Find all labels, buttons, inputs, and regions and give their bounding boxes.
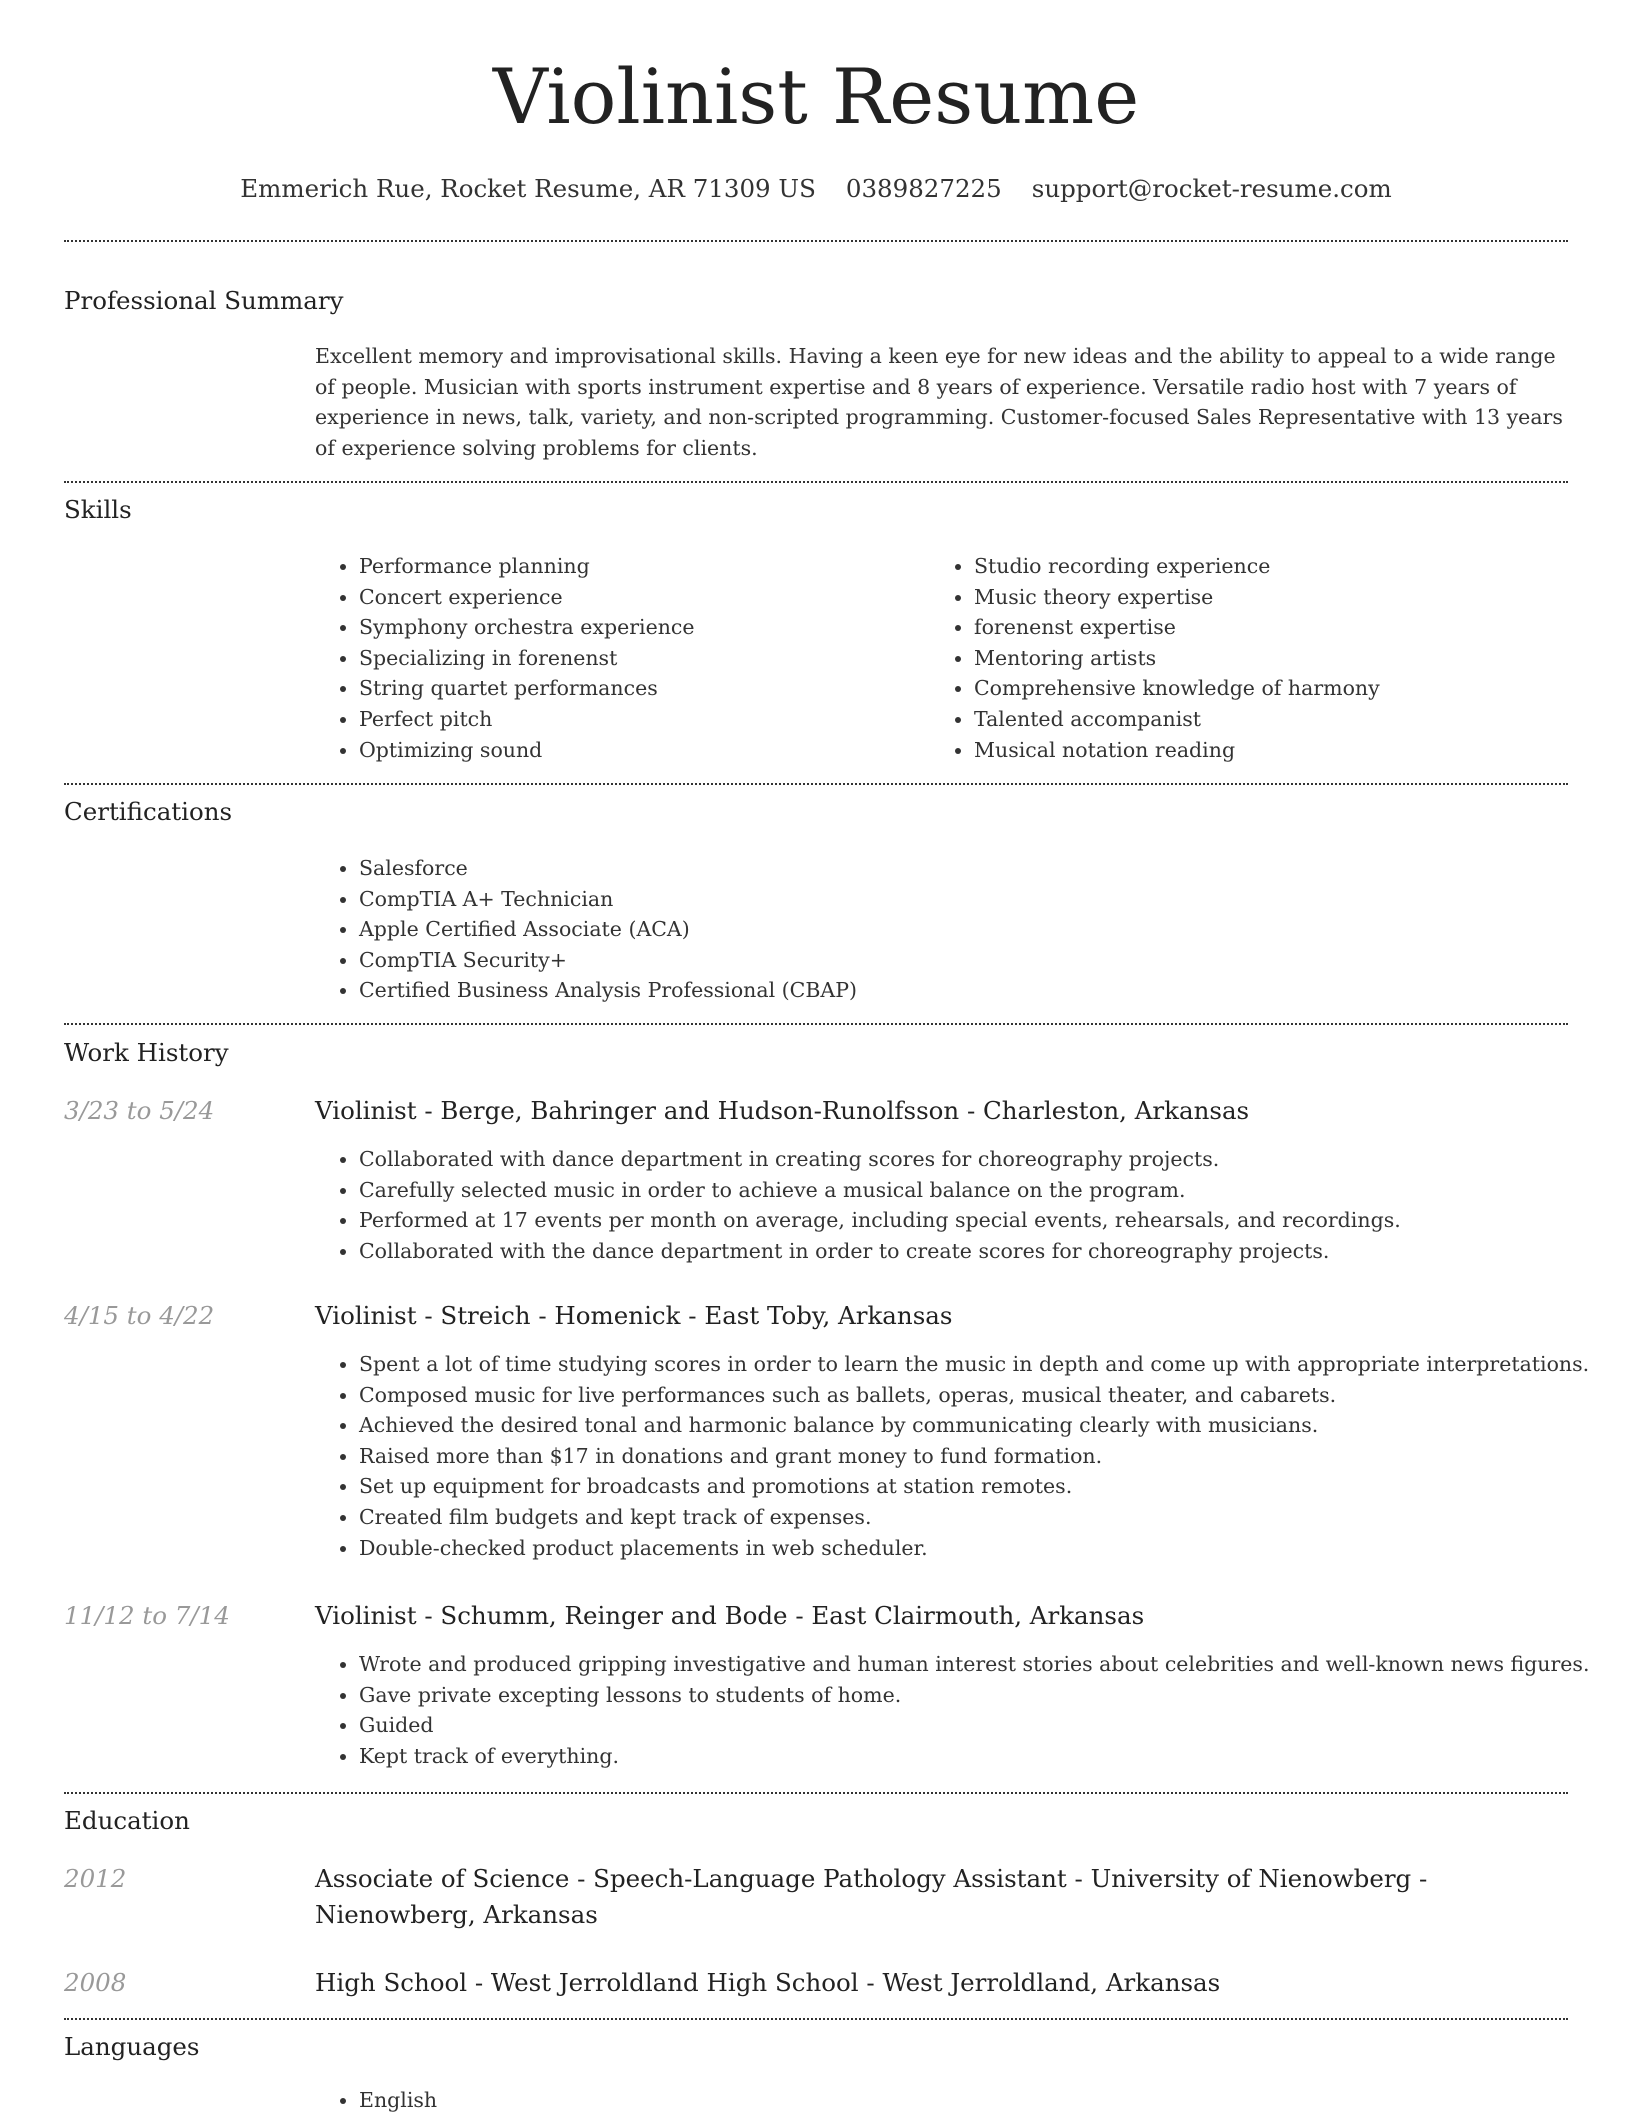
certifications-list	[315, 853, 1559, 1006]
skills-list-left	[315, 551, 919, 765]
list-item: • Set up equipment for broadcasts and promotions at station remotes.	[359, 1471, 1612, 1502]
resume-title: Violinist Resume	[492, 52, 1140, 141]
list-item: • Performance planning	[359, 551, 919, 582]
divider	[64, 1023, 1568, 1025]
list-item: • Concert experience	[359, 582, 919, 613]
divider	[64, 481, 1568, 483]
languages-list	[315, 2085, 959, 2116]
education-year: 2012	[64, 1864, 127, 1893]
list-item: • Performed at 17 events per month on average, including special events, rehearsals, and recordings.	[359, 1205, 1612, 1236]
divider	[64, 240, 1568, 242]
list-item: • Guided	[359, 1710, 1612, 1741]
list-item: • Specializing in forenenst	[359, 643, 919, 674]
list-item: • Spent a lot of time studying scores in order to learn the music in depth and come up with appropriate interpretations.	[359, 1349, 1612, 1380]
education-entry: High School - West Jerroldland High School - West Jerroldland, Arkansas	[315, 1968, 1221, 1997]
job-title: Violinist - Berge, Bahringer and Hudson-Runolfsson - Charleston, Arkansas	[315, 1096, 1250, 1125]
list-item: • Studio recording experience	[974, 551, 1594, 582]
contact-address: Emmerich Rue, Rocket Resume, AR 71309 US	[240, 174, 816, 203]
job-dates: 4/15 to 4/22	[64, 1301, 215, 1330]
job-dates: 3/23 to 5/24	[64, 1096, 215, 1125]
divider	[64, 2018, 1568, 2020]
education-entry: Associate of Science - Speech-Language Pathology Assistant - University of Nienowberg - Nienowberg, Arkansas	[315, 1864, 1428, 1929]
list-item: • Raised more than $17 in donations and grant money to fund formation.	[359, 1441, 1612, 1472]
list-item: • Collaborated with the dance department in order to create scores for choreography projects.	[359, 1236, 1612, 1267]
divider	[64, 783, 1568, 785]
list-item: • Perfect pitch	[359, 704, 919, 735]
contact-phone: 0389827225	[845, 174, 1002, 203]
certifications-heading: Certifications	[64, 797, 233, 826]
list-item: • Carefully selected music in order to achieve a musical balance on the program.	[359, 1175, 1612, 1206]
education-heading: Education	[64, 1806, 190, 1835]
list-item: • Comprehensive knowledge of harmony	[974, 673, 1594, 704]
list-item: • CompTIA A+ Technician	[359, 884, 1559, 915]
list-item: • String quartet performances	[359, 673, 919, 704]
languages-heading: Languages	[64, 2032, 200, 2061]
contact-email[interactable]: support@rocket-resume.com	[1031, 174, 1392, 203]
job-title: Violinist - Schumm, Reinger and Bode - East Clairmouth, Arkansas	[315, 1601, 1145, 1630]
list-item: • Apple Certified Associate (ACA)	[359, 914, 1559, 945]
list-item: • Certified Business Analysis Professional (CBAP)	[359, 975, 1559, 1006]
contact-line	[0, 172, 1632, 206]
list-item: • Wrote and produced gripping investigative and human interest stories about celebrities and well-known news figures.	[359, 1649, 1612, 1680]
list-item: • Musical notation reading	[974, 735, 1594, 766]
list-item: • Talented accompanist	[974, 704, 1594, 735]
list-item: • Kept track of everything.	[359, 1741, 1612, 1772]
job-bullets	[315, 1144, 1612, 1266]
list-item: • CompTIA Security+	[359, 945, 1559, 976]
list-item: • Mentoring artists	[974, 643, 1594, 674]
education-year: 2008	[64, 1968, 127, 1997]
list-item: • Composed music for live performances such as ballets, operas, musical theater, and cabarets.	[359, 1380, 1612, 1411]
summary-heading: Professional Summary	[64, 286, 344, 315]
job-dates: 11/12 to 7/14	[64, 1601, 230, 1630]
list-item: • Double-checked product placements in web scheduler.	[359, 1533, 1612, 1564]
list-item: • Music theory expertise	[974, 582, 1594, 613]
summary-text: Excellent memory and improvisational skills. Having a keen eye for new ideas and the ability to appeal to a wide range of people. Musician with sports instrument expertise and 8 years of experience. Versatile radio host with 7 years of experience in news, talk, variety, and non-scripted programming. Customer-focused Sales Representative with 13 years of experience solving problems for clients.	[315, 344, 1563, 460]
list-item: • forenenst expertise	[974, 612, 1594, 643]
list-item: • Optimizing sound	[359, 735, 919, 766]
skills-list-right	[930, 551, 1594, 765]
list-item: • Salesforce	[359, 853, 1559, 884]
list-item: • English	[359, 2085, 959, 2116]
skills-heading: Skills	[64, 495, 132, 524]
divider	[64, 1792, 1568, 1794]
list-item: • Gave private excepting lessons to students of home.	[359, 1680, 1612, 1711]
list-item: • Collaborated with dance department in creating scores for choreography projects.	[359, 1144, 1612, 1175]
list-item: • Created film budgets and kept track of expenses.	[359, 1502, 1612, 1533]
list-item: • Symphony orchestra experience	[359, 612, 919, 643]
list-item: • Achieved the desired tonal and harmonic balance by communicating clearly with musicians.	[359, 1410, 1612, 1441]
job-bullets	[315, 1649, 1612, 1771]
work-history-heading: Work History	[64, 1038, 229, 1067]
job-title: Violinist - Streich - Homenick - East Toby, Arkansas	[315, 1301, 953, 1330]
job-bullets	[315, 1349, 1612, 1563]
